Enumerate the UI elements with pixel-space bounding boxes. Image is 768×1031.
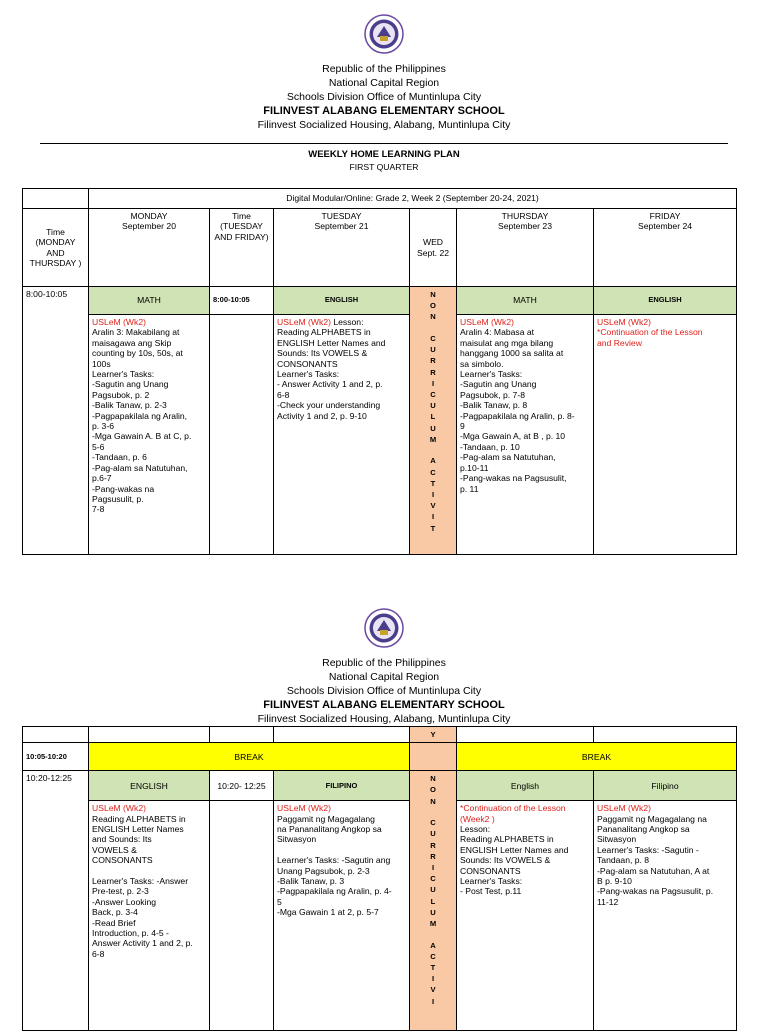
task-line: -Tandaan, p. 6	[92, 452, 147, 463]
vertical-letter: I	[431, 512, 435, 522]
task-line: -Mga Gawain A, at B , p. 10	[460, 431, 566, 442]
empty-cell	[23, 727, 89, 743]
non-curricular-activity	[410, 287, 457, 555]
header-line: National Capital Region	[328, 77, 440, 89]
vertical-letter: U	[430, 345, 436, 355]
day-name: FRIDAY	[649, 211, 681, 221]
empty-cell	[457, 727, 594, 743]
empty-cell	[23, 189, 89, 209]
empty-cell	[210, 727, 274, 743]
vertical-letter: L	[430, 412, 436, 422]
thursday-subject: English	[457, 771, 594, 801]
friday-subject: Filipino	[594, 771, 737, 801]
task-line: B p. 9-10	[597, 876, 632, 887]
vertical-letter: C	[430, 874, 436, 884]
module-tag: USLeM (Wk2)	[277, 317, 331, 327]
monday-tasks	[89, 315, 210, 555]
vertical-letter: N	[430, 312, 436, 322]
task-line: 5-6	[92, 441, 105, 452]
vertical-letter: U	[430, 423, 436, 433]
vertical-letter: V	[430, 501, 436, 511]
header-block	[0, 656, 768, 726]
day-date: September 24	[638, 221, 693, 232]
task-line: -Check your understanding	[277, 400, 381, 411]
empty-cell	[210, 801, 274, 1031]
schedule-banner: Digital Modular/Online: Grade 2, Week 2 (September 20-24, 2021)	[89, 189, 737, 209]
vertical-letter: A	[430, 940, 436, 950]
non-curricular-tail: Y	[410, 727, 457, 743]
vertical-letter: U	[430, 885, 436, 895]
school-address: Filinvest Socialized Housing, Alabang, Muntinlupa City	[257, 119, 511, 131]
task-line: VOWELS &	[92, 844, 137, 855]
empty-cell	[274, 727, 410, 743]
task-line: Answer Activity 1 and 2, p.	[92, 938, 193, 949]
task-line: - Answer Activity 1 and 2, p.	[277, 379, 383, 390]
vertical-letter: C	[430, 334, 436, 343]
task-line: -Answer Looking	[92, 896, 157, 907]
row-time-alt: 10:20- 12:25	[210, 771, 274, 801]
task-line: CONSONANTS	[92, 855, 153, 866]
wednesday-header: WED Sept. 22	[410, 209, 457, 287]
task-line: - Post Test, p.11	[460, 886, 522, 897]
friday-subject: ENGLISH	[594, 287, 737, 315]
day-date: September 21	[314, 221, 369, 232]
header-line: National Capital Region	[328, 671, 440, 683]
header-line: Schools Division Office of Muntinlupa City	[286, 91, 482, 103]
deped-seal-icon	[364, 608, 404, 648]
task-line: (Week2 )	[460, 813, 495, 824]
empty-cell	[410, 743, 457, 771]
task-line: 9	[460, 421, 465, 432]
task-line: Reading ALPHABETS in	[277, 327, 371, 338]
header-line: Schools Division Office of Muntinlupa City	[286, 685, 482, 697]
thursday-tasks	[457, 315, 594, 555]
task-line: Pagsusulit, p.	[92, 493, 144, 504]
vertical-letter: N	[430, 290, 436, 299]
task-line: -Read Brief	[92, 917, 136, 928]
task-line: counting by 10s, 50s, at	[92, 348, 183, 359]
task-line: Activity 1 and 2, p. 9-10	[277, 410, 367, 421]
tuesday-subject: ENGLISH	[274, 287, 410, 315]
module-tag: USLeM (Wk2)	[92, 803, 146, 814]
learning-plan-table-1	[22, 188, 737, 555]
task-line: Pre-test, p. 2-3	[92, 886, 149, 897]
vertical-letter: U	[430, 401, 436, 411]
task-line: CONSONANTS	[460, 865, 521, 876]
task-line: ENGLISH Letter Names and	[460, 844, 569, 855]
vertical-letter: T	[430, 478, 436, 488]
module-tag: USLeM (Wk2)	[92, 317, 146, 327]
thursday-tasks	[457, 801, 594, 1031]
friday-tasks	[594, 315, 737, 555]
module-tag: USLeM (Wk2)	[597, 317, 651, 327]
task-line: Introduction, p. 4-5 -	[92, 928, 169, 939]
task-line: ENGLISH Letter Names	[92, 824, 184, 835]
monday-tasks	[89, 801, 210, 1031]
school-address: Filinvest Socialized Housing, Alabang, Muntinlupa City	[257, 713, 511, 725]
vertical-letter: C	[430, 467, 436, 477]
header-block	[0, 62, 768, 132]
task-line: -Pag-alam sa Natutuhan, A at	[597, 865, 710, 876]
task-line: Aralin 4: Mabasa at	[460, 327, 535, 338]
task-line: Learner's Tasks: -Answer	[92, 876, 189, 887]
task-line: -Pang-wakas na	[92, 483, 155, 494]
vertical-letter: I	[431, 974, 435, 984]
friday-header	[594, 209, 737, 287]
vertical-letter: O	[430, 785, 436, 795]
row-time: 10:20-12:25	[23, 771, 89, 1031]
school-name: FILINVEST ALABANG ELEMENTARY SCHOOL	[263, 105, 505, 117]
vertical-letter: T	[430, 523, 436, 533]
task-line: Pagsubok, p. 7-8	[460, 389, 525, 400]
task-line: ENGLISH Letter Names and	[277, 337, 386, 348]
task-line: Sitwasyon	[597, 834, 637, 845]
task-line: -Balik Tanaw, p. 3	[277, 876, 345, 887]
empty-cell	[89, 727, 210, 743]
divider	[40, 143, 728, 144]
task-line: Paggamit ng Magagalang	[277, 813, 375, 824]
task-line: and Review	[597, 337, 642, 348]
vertical-letter: A	[430, 456, 436, 466]
task-line: -Mga Gawain 1 at 2, p. 5-7	[277, 907, 379, 918]
break-time: 10:05-10:20	[23, 743, 89, 771]
task-line: -Tandaan, p. 10	[460, 441, 520, 452]
thursday-header	[457, 209, 594, 287]
vertical-letter: M	[429, 919, 437, 929]
vertical-letter: N	[430, 796, 436, 806]
vertical-letter: C	[430, 951, 436, 961]
vertical-letter: L	[430, 896, 436, 906]
vertical-letter: C	[430, 390, 436, 400]
task-line: Sitwasyon	[277, 834, 317, 845]
task-line: 5	[277, 896, 282, 907]
task-line: Learner's Tasks:	[460, 369, 523, 380]
task-line: Learner's Tasks:	[460, 876, 523, 887]
time-header-mon-thu: Time (MONDAY AND THURSDAY )	[23, 209, 89, 287]
task-line: Learner's Tasks:	[277, 369, 340, 380]
deped-seal-icon	[364, 14, 404, 54]
module-tag: USLeM (Wk2)	[460, 317, 514, 327]
task-line: 6-8	[92, 948, 105, 959]
vertical-letter: T	[430, 963, 436, 973]
task-line: Back, p. 3-4	[92, 907, 138, 918]
task-line: *Continuation of the Lesson	[597, 327, 703, 338]
task-line: -Balik Tanaw, p. 2-3	[92, 400, 167, 411]
monday-subject: ENGLISH	[89, 771, 210, 801]
header-line: Republic of the Philippines	[322, 657, 446, 669]
task-line: -Pang-wakas na Pagsusulit,	[460, 473, 567, 484]
vertical-letter: C	[430, 818, 436, 828]
vertical-letter: U	[430, 907, 436, 917]
break-right: BREAK	[457, 743, 737, 771]
task-line: -Pagpapakilala ng Aralin, p. 4-	[277, 886, 392, 897]
task-line: Aralin 3: Makabilang at	[92, 327, 180, 338]
task-line: Tandaan, p. 8	[597, 855, 650, 866]
task-line: 6-8	[277, 389, 290, 400]
task-line: CONSONANTS	[277, 358, 338, 369]
vertical-letter: U	[430, 829, 436, 839]
vertical-letter: I	[431, 863, 435, 873]
tuesday-header	[274, 209, 410, 287]
row-time-alt: 8:00-10:05	[210, 287, 274, 315]
vertical-letter: I	[431, 378, 435, 388]
task-line: Sounds: Its VOWELS &	[277, 348, 368, 359]
task-line: sa simbolo.	[460, 358, 504, 369]
task-line: and Sounds: Its	[92, 834, 152, 845]
task-line: 11-12	[597, 896, 619, 907]
task-line: maisulat ang mga bilang	[460, 337, 554, 348]
time-header-tue-fri: Time (TUESDAY AND FRIDAY)	[210, 209, 274, 287]
monday-header	[89, 209, 210, 287]
task-line: Pananalitang Angkop sa	[597, 824, 690, 835]
tuesday-tasks	[274, 315, 410, 555]
non-curricular-activity	[410, 771, 457, 1031]
thursday-subject: MATH	[457, 287, 594, 315]
header-line: Republic of the Philippines	[322, 63, 446, 75]
day-date: September 23	[498, 221, 552, 232]
module-tag: USLeM (Wk2)	[597, 803, 651, 814]
vertical-letter: I	[431, 996, 435, 1006]
task-line: Learner's Tasks: -Sagutin -	[597, 844, 699, 855]
day-name: TUESDAY	[321, 211, 362, 221]
task-line: Lesson:	[330, 317, 364, 327]
task-line: maisagawa ang Skip	[92, 337, 172, 348]
vertical-letter: I	[431, 490, 435, 500]
vertical-letter: R	[430, 851, 436, 861]
vertical-letter: R	[430, 367, 436, 377]
task-line: p.10-11	[460, 462, 489, 473]
task-line: p. 3-6	[92, 421, 114, 432]
task-line: -Pagpapakilala ng Aralin,	[92, 410, 188, 421]
vertical-letter: M	[429, 434, 437, 444]
task-line: Learner's Tasks:	[92, 369, 155, 380]
task-line: p. 11	[460, 483, 479, 494]
empty-cell	[594, 727, 737, 743]
module-tag: USLeM (Wk2)	[277, 803, 331, 814]
task-line: Unang Pagsubok, p. 2-3	[277, 865, 370, 876]
task-line: Reading ALPHABETS in	[92, 813, 186, 824]
task-line: Paggamit ng Magagalang na	[597, 813, 707, 824]
learning-plan-table-2	[22, 726, 737, 1031]
quarter-label: FIRST QUARTER	[349, 162, 419, 172]
empty-cell	[210, 315, 274, 555]
vertical-letter: O	[430, 301, 436, 311]
task-line: hanggang 1000 sa salita at	[460, 348, 564, 359]
task-line: 100s	[92, 358, 111, 369]
task-line: na Pananalitang Angkop sa	[277, 824, 382, 835]
task-line: -Pang-wakas na Pagsusulit, p.	[597, 886, 714, 897]
day-name: MONDAY	[130, 211, 168, 221]
task-line: 7-8	[92, 504, 105, 515]
task-line: -Sagutin ang Unang	[92, 379, 169, 390]
friday-tasks	[594, 801, 737, 1031]
task-line: Learner's Tasks: -Sagutin ang	[277, 855, 391, 866]
task-line: -Mga Gawain A. B at C, p.	[92, 431, 192, 442]
task-line: Pagsubok, p. 2	[92, 389, 150, 400]
task-line: Sounds: Its VOWELS &	[460, 855, 551, 866]
row-time: 8:00-10:05	[23, 287, 89, 555]
plan-title: WEEKLY HOME LEARNING PLAN	[308, 149, 460, 160]
task-line: Reading ALPHABETS in	[460, 834, 554, 845]
vertical-letter: V	[430, 985, 436, 995]
vertical-letter: N	[430, 774, 436, 784]
vertical-letter: R	[430, 840, 436, 850]
school-name: FILINVEST ALABANG ELEMENTARY SCHOOL	[263, 699, 505, 711]
task-line: -Pag-alam sa Natutuhan,	[460, 452, 556, 463]
task-line: Lesson:	[460, 824, 491, 835]
day-name: THURSDAY	[501, 211, 549, 221]
tuesday-subject: FILIPINO	[274, 771, 410, 801]
break-left: BREAK	[89, 743, 410, 771]
monday-subject: MATH	[89, 287, 210, 315]
task-line: -Pagpapakilala ng Aralin, p. 8-	[460, 410, 575, 421]
task-line: -Pag-alam sa Natutuhan,	[92, 462, 188, 473]
vertical-letter: R	[430, 356, 436, 366]
day-date: September 20	[122, 221, 176, 232]
task-line: -Sagutin ang Unang	[460, 379, 537, 390]
task-line: *Continuation of the Lesson	[460, 803, 566, 814]
task-line: p.6-7	[92, 473, 112, 484]
tuesday-tasks	[274, 801, 410, 1031]
task-line: -Balik Tanaw, p. 8	[460, 400, 528, 411]
